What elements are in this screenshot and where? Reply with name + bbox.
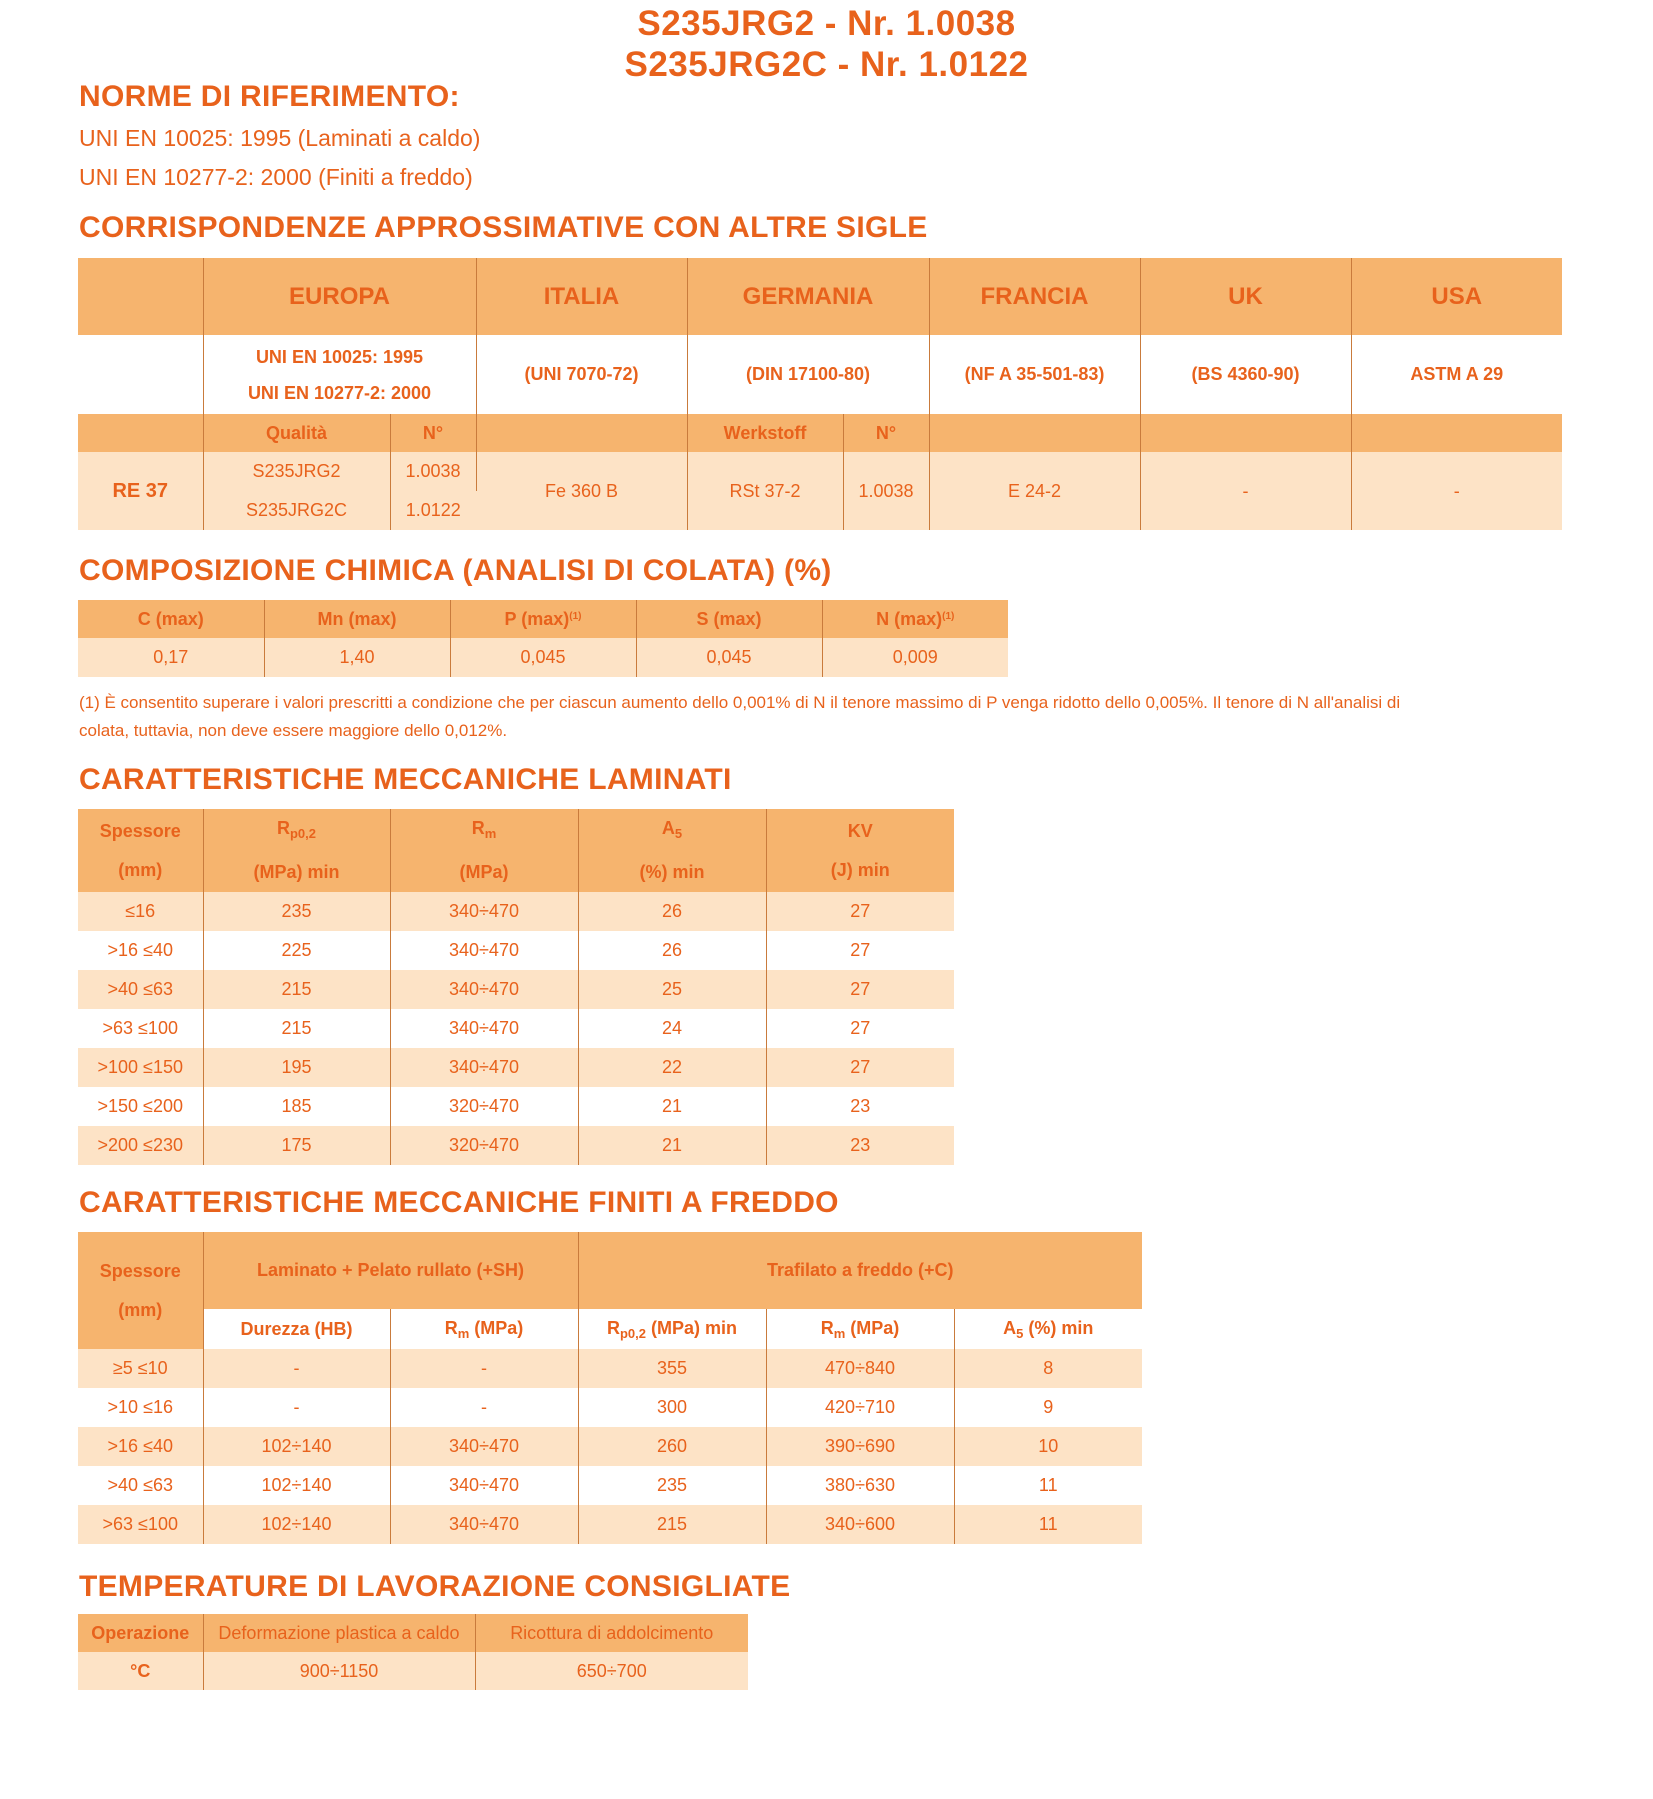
lam-h-rp-unit: (MPa) min bbox=[253, 862, 340, 882]
lam-cell: >63 ≤100 bbox=[78, 1009, 203, 1048]
chem-heading: COMPOSIZIONE CHIMICA (ANALISI DI COLATA) (%) bbox=[79, 554, 832, 587]
fred-cell: 10 bbox=[1038, 1436, 1059, 1456]
lam-h-rp-sub: p0,2 bbox=[289, 826, 316, 841]
country-francia: FRANCIA bbox=[929, 258, 1140, 335]
fred-h-rm2-sym: R bbox=[820, 1317, 834, 1338]
chem-v-s: 0,045 bbox=[636, 638, 822, 677]
fred-h-a-unit: (%) min bbox=[1028, 1317, 1094, 1338]
werkstoff-label: Werkstoff bbox=[687, 414, 843, 452]
italia-sub-empty bbox=[476, 414, 687, 452]
temp-h-def: Deformazione plastica a caldo bbox=[203, 1614, 475, 1652]
lam-h-rm-sym: R bbox=[471, 818, 485, 838]
fred-cell: >40 ≤63 bbox=[78, 1466, 203, 1505]
qualita-1: S235JRG2 bbox=[203, 452, 390, 491]
country-uk: UK bbox=[1140, 258, 1351, 335]
usa-sub-empty bbox=[1351, 414, 1562, 452]
lam-cell: 215 bbox=[203, 1009, 390, 1048]
chem-h-n-text: N (max) bbox=[876, 608, 943, 629]
fred-h-spessore-text: Spessore bbox=[99, 1260, 181, 1281]
corr-heading: CORRISPONDENZE APPROSSIMATIVE CON ALTRE SIGLE bbox=[79, 211, 928, 244]
lam-cell: >200 ≤230 bbox=[78, 1126, 203, 1165]
lam-cell: 340÷470 bbox=[390, 970, 578, 1009]
lam-h-kv-text: KV bbox=[847, 820, 873, 841]
lam-cell: 27 bbox=[850, 1057, 871, 1077]
fred-cell: >10 ≤16 bbox=[78, 1388, 203, 1427]
fred-h-rm-unit: (MPa) bbox=[474, 1317, 524, 1338]
lam-h-rm bbox=[390, 809, 578, 892]
chem-note-line2: colata, tuttavia, non deve essere maggiore dello 0,012%. bbox=[79, 721, 508, 740]
italia-value: Fe 360 B bbox=[476, 452, 687, 530]
country-europa: EUROPA bbox=[203, 258, 476, 335]
fred-h-rp-sub: p0,2 bbox=[619, 1325, 646, 1341]
lam-cell: ≤16 bbox=[78, 892, 203, 931]
francia-value: E 24-2 bbox=[929, 452, 1140, 530]
lam-h-kv bbox=[766, 809, 954, 892]
corr-table bbox=[78, 258, 1562, 530]
lam-h-spessore bbox=[78, 809, 203, 892]
n-1: 1.0038 bbox=[390, 452, 476, 491]
fred-cell: - bbox=[203, 1388, 390, 1427]
lam-cell: 340÷470 bbox=[390, 1009, 578, 1048]
table-row bbox=[78, 931, 954, 970]
lam-cell: 215 bbox=[203, 970, 390, 1009]
table-row bbox=[78, 1126, 954, 1165]
lam-h-spessore-text: Spessore bbox=[99, 820, 181, 841]
table-row bbox=[78, 1505, 1142, 1544]
country-italia: ITALIA bbox=[476, 258, 687, 335]
chem-v-n: 0,009 bbox=[892, 647, 938, 667]
table-row bbox=[78, 1349, 1142, 1388]
fred-cell: 235 bbox=[578, 1466, 766, 1505]
lam-table bbox=[78, 809, 954, 1165]
chem-note bbox=[79, 689, 1579, 745]
italia-std: (UNI 7070-72) bbox=[476, 335, 687, 414]
lam-cell: 22 bbox=[578, 1048, 766, 1087]
fred-cell: 380÷630 bbox=[766, 1466, 954, 1505]
werkstoff-n-label: N° bbox=[843, 414, 929, 452]
chem-v-mn: 1,40 bbox=[264, 638, 450, 677]
fred-cell: 11 bbox=[1038, 1475, 1058, 1495]
table-row bbox=[78, 892, 954, 931]
werkstoff-value: RSt 37-2 bbox=[687, 452, 843, 530]
chem-h-n bbox=[822, 600, 1008, 638]
europa-std1: UNI EN 10025: 1995 bbox=[255, 346, 424, 367]
lam-cell: 175 bbox=[203, 1126, 390, 1165]
lam-cell: 25 bbox=[578, 970, 766, 1009]
table-row bbox=[78, 1048, 954, 1087]
lam-cell: 320÷470 bbox=[390, 1087, 578, 1126]
chem-table bbox=[78, 600, 1008, 677]
lam-cell: 26 bbox=[578, 931, 766, 970]
lam-cell: 320÷470 bbox=[390, 1126, 578, 1165]
fred-h-spessore bbox=[78, 1232, 203, 1349]
chem-h-p bbox=[450, 600, 636, 638]
temp-heading: TEMPERATURE DI LAVORAZIONE CONSIGLIATE bbox=[79, 1570, 791, 1603]
fred-h-durezza: Durezza (HB) bbox=[203, 1309, 390, 1349]
lam-cell: 195 bbox=[203, 1048, 390, 1087]
lam-cell: >150 ≤200 bbox=[78, 1087, 203, 1126]
fred-h-rm2 bbox=[766, 1309, 954, 1349]
lam-heading: CARATTERISTICHE MECCANICHE LAMINATI bbox=[79, 763, 732, 796]
fred-h-rm2-sub: m bbox=[833, 1325, 846, 1341]
fred-h-group1: Laminato + Pelato rullato (+SH) bbox=[203, 1232, 578, 1309]
lam-h-rp bbox=[203, 809, 390, 892]
lam-cell: 27 bbox=[850, 940, 871, 960]
uk-std: (BS 4360-90) bbox=[1140, 335, 1351, 414]
fred-cell: 102÷140 bbox=[203, 1427, 390, 1466]
fred-h-rm-sub: m bbox=[457, 1325, 470, 1341]
chem-h-n-ref: (1) bbox=[942, 610, 955, 622]
fred-h-rp-sym: R bbox=[606, 1317, 620, 1338]
corr-corner bbox=[78, 258, 203, 335]
lam-cell: 185 bbox=[203, 1087, 390, 1126]
lam-cell: 26 bbox=[578, 892, 766, 931]
fred-cell: 470÷840 bbox=[766, 1349, 954, 1388]
temp-h-ric: Ricottura di addolcimento bbox=[510, 1622, 714, 1643]
temp-v-def: 900÷1150 bbox=[203, 1652, 475, 1690]
fred-h-rp bbox=[578, 1309, 766, 1349]
norme-heading: NORME DI RIFERIMENTO: bbox=[79, 80, 460, 113]
n-label: N° bbox=[390, 414, 476, 452]
uk-sub-empty bbox=[1140, 414, 1351, 452]
lam-cell: 225 bbox=[203, 931, 390, 970]
europa-standards bbox=[203, 335, 476, 414]
usa-value: - bbox=[1453, 480, 1460, 501]
uk-value: - bbox=[1140, 452, 1351, 530]
lam-cell: 340÷470 bbox=[390, 892, 578, 931]
temp-v-ric: 650÷700 bbox=[576, 1660, 647, 1681]
table-row bbox=[78, 970, 954, 1009]
chem-h-mn: Mn (max) bbox=[264, 600, 450, 638]
fred-cell: 260 bbox=[578, 1427, 766, 1466]
fred-cell: 11 bbox=[1038, 1514, 1058, 1534]
lam-h-a-sym: A bbox=[661, 818, 675, 838]
lam-cell: >16 ≤40 bbox=[78, 931, 203, 970]
lam-cell: 21 bbox=[578, 1087, 766, 1126]
lam-cell: 27 bbox=[850, 979, 871, 999]
country-usa: USA bbox=[1431, 282, 1483, 310]
francia-sub-empty bbox=[929, 414, 1140, 452]
fred-table bbox=[78, 1232, 1142, 1544]
lam-cell: 340÷470 bbox=[390, 1048, 578, 1087]
fred-cell: 300 bbox=[578, 1388, 766, 1427]
fred-h-mm: (mm) bbox=[118, 1299, 163, 1320]
table-row bbox=[78, 1009, 954, 1048]
lam-cell: 23 bbox=[850, 1135, 871, 1155]
chem-v-c: 0,17 bbox=[78, 638, 264, 677]
table-row bbox=[78, 1388, 1142, 1427]
fred-cell: - bbox=[203, 1349, 390, 1388]
chem-h-c: C (max) bbox=[78, 600, 264, 638]
temp-unit: °C bbox=[78, 1652, 203, 1690]
lam-cell: 27 bbox=[850, 1018, 871, 1038]
fred-cell: >63 ≤100 bbox=[78, 1505, 203, 1544]
werkstoff-n-value: 1.0038 bbox=[843, 452, 929, 530]
chem-h-p-ref: (1) bbox=[569, 610, 582, 622]
lam-h-a-sub: 5 bbox=[674, 826, 683, 841]
fred-cell: 340÷470 bbox=[390, 1505, 578, 1544]
chem-h-p-text: P (max) bbox=[504, 608, 570, 629]
fred-h-rm bbox=[390, 1309, 578, 1349]
fred-cell: 390÷690 bbox=[766, 1427, 954, 1466]
fred-cell: 102÷140 bbox=[203, 1505, 390, 1544]
fred-h-rp-unit: (MPa) min bbox=[651, 1317, 738, 1338]
fred-cell: - bbox=[390, 1349, 578, 1388]
fred-cell: 355 bbox=[578, 1349, 766, 1388]
lam-cell: 235 bbox=[203, 892, 390, 931]
fred-h-a-sub: 5 bbox=[1016, 1325, 1024, 1341]
lam-body bbox=[78, 892, 954, 1165]
lam-cell: 21 bbox=[578, 1126, 766, 1165]
usa-std: ASTM A 29 bbox=[1410, 364, 1504, 384]
lam-cell: 340÷470 bbox=[390, 931, 578, 970]
fred-cell: >16 ≤40 bbox=[78, 1427, 203, 1466]
fred-cell: 215 bbox=[578, 1505, 766, 1544]
lam-cell: >100 ≤150 bbox=[78, 1048, 203, 1087]
fred-cell: 8 bbox=[1043, 1358, 1054, 1378]
lam-cell: 27 bbox=[850, 901, 871, 921]
lam-h-rm-sub: m bbox=[484, 826, 497, 841]
n-2: 1.0122 bbox=[405, 500, 461, 520]
qualita-2: S235JRG2C bbox=[203, 491, 390, 530]
fred-h-a-sym: A bbox=[1003, 1317, 1017, 1338]
fred-h-group2: Trafilato a freddo (+C) bbox=[767, 1260, 954, 1280]
germania-std: (DIN 17100-80) bbox=[687, 335, 929, 414]
fred-cell: 340÷470 bbox=[390, 1427, 578, 1466]
fred-h-rm-sym: R bbox=[444, 1317, 458, 1338]
fred-cell: 420÷710 bbox=[766, 1388, 954, 1427]
chem-h-s: S (max) bbox=[636, 600, 822, 638]
fred-h-rm2-unit: (MPa) bbox=[850, 1317, 900, 1338]
francia-std: (NF A 35-501-83) bbox=[929, 335, 1140, 414]
lam-cell: 24 bbox=[578, 1009, 766, 1048]
re-value: RE 37 bbox=[78, 452, 203, 530]
fred-h-a bbox=[954, 1309, 1142, 1349]
lam-cell: >40 ≤63 bbox=[78, 970, 203, 1009]
qualita-label: Qualità bbox=[203, 414, 390, 452]
table-row bbox=[78, 1466, 1142, 1505]
temp-h-op: Operazione bbox=[78, 1614, 203, 1652]
lam-cell: 23 bbox=[850, 1096, 871, 1116]
lam-h-mm: (mm) bbox=[118, 859, 163, 880]
norme-line2: UNI EN 10277-2: 2000 (Finiti a freddo) bbox=[79, 164, 473, 190]
fred-cell: 9 bbox=[1043, 1397, 1054, 1417]
fred-cell: - bbox=[390, 1388, 578, 1427]
fred-cell: 340÷470 bbox=[390, 1466, 578, 1505]
lam-h-kv-unit: (J) min bbox=[830, 859, 890, 880]
fred-cell: ≥5 ≤10 bbox=[78, 1349, 203, 1388]
corr-empty bbox=[78, 335, 203, 414]
page-title-line1: S235JRG2 - Nr. 1.0038 bbox=[637, 4, 1016, 43]
fred-heading: CARATTERISTICHE MECCANICHE FINITI A FREDDO bbox=[79, 1186, 839, 1219]
table-row bbox=[78, 1087, 954, 1126]
temp-table bbox=[78, 1614, 748, 1690]
norme-line1: UNI EN 10025: 1995 (Laminati a caldo) bbox=[79, 125, 481, 151]
chem-note-line1: (1) È consentito superare i valori prescritti a condizione che per ciascun aumento dello 0,001% di N il tenore massimo di P venga ridotto dello 0,005%. Il tenore di N all'analisi di bbox=[79, 693, 1401, 712]
country-germania: GERMANIA bbox=[687, 258, 929, 335]
europa-std2: UNI EN 10277-2: 2000 bbox=[247, 382, 432, 403]
lam-h-rm-unit: (MPa) bbox=[459, 862, 509, 882]
lam-h-a bbox=[578, 809, 766, 892]
corr-sub-empty bbox=[78, 414, 203, 452]
lam-h-a-unit: (%) min bbox=[639, 862, 705, 882]
page-title-line2: S235JRG2C - Nr. 1.0122 bbox=[624, 45, 1029, 84]
lam-h-rp-sym: R bbox=[276, 818, 290, 838]
table-row bbox=[78, 1427, 1142, 1466]
chem-v-p: 0,045 bbox=[450, 638, 636, 677]
fred-cell: 102÷140 bbox=[203, 1466, 390, 1505]
fred-cell: 340÷600 bbox=[766, 1505, 954, 1544]
